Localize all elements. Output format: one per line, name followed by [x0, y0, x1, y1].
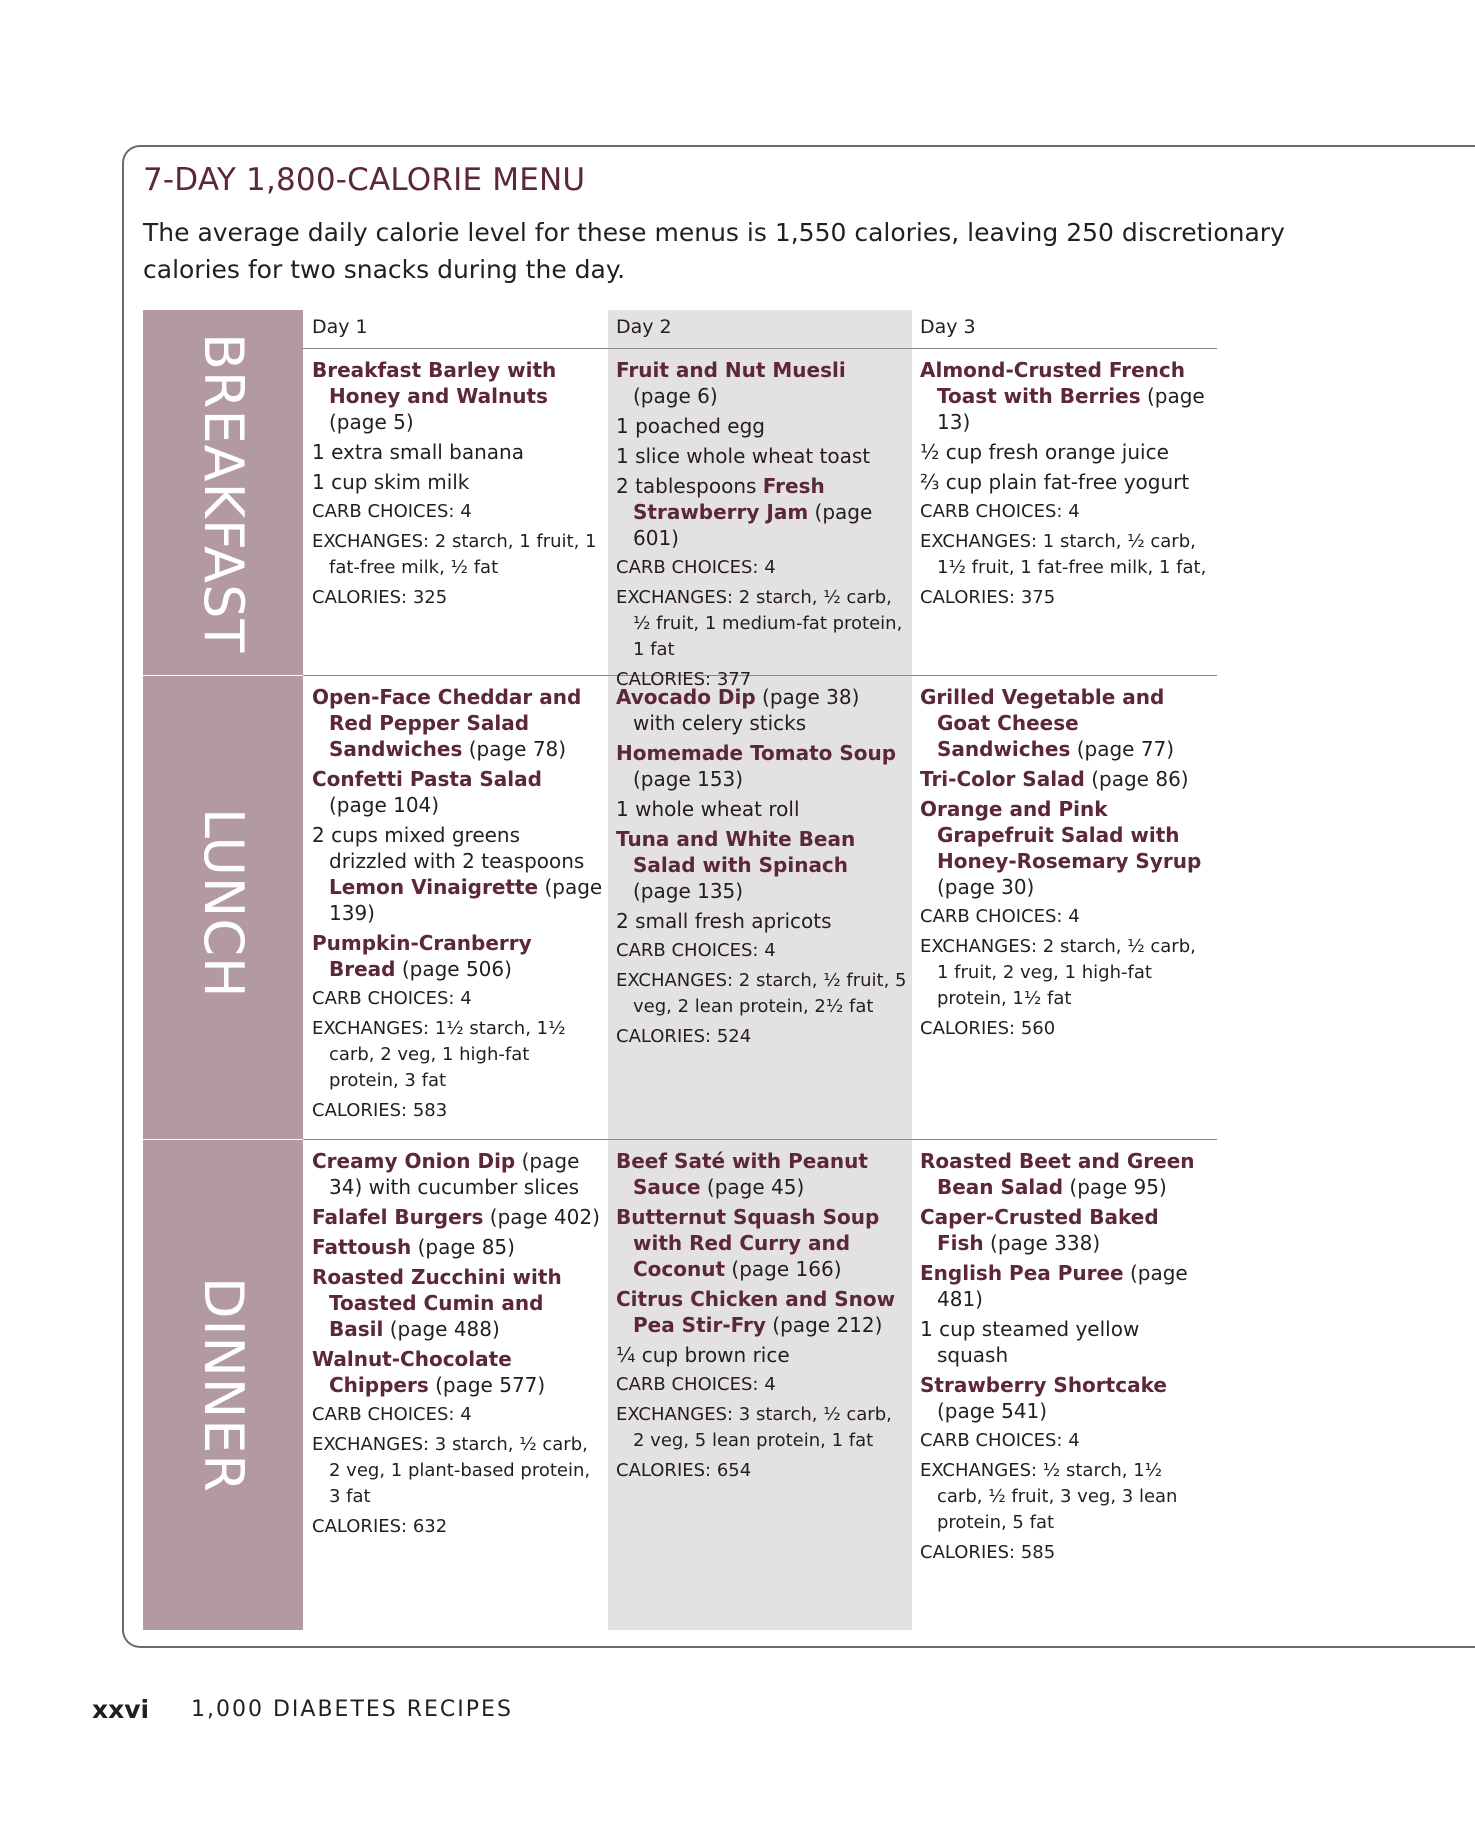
carb-line: CARB CHOICES: 4 [312, 988, 472, 1009]
menu-item-text: 1 cup skim milk [312, 470, 470, 494]
menu-title: 7-DAY 1,800-CALORIE MENU [143, 162, 586, 198]
page-reference: (page 488) [383, 1317, 500, 1341]
menu-item-prefix: 2 cups mixed greens drizzled with 2 teaspoons [312, 823, 585, 873]
recipe-name: Fattoush [312, 1235, 412, 1259]
exchanges-line: EXCHANGES: 2 starch, ½ carb, 1 fruit, 2 veg, 1 high-fat protein, 1½ fat [920, 936, 1196, 1009]
exchanges-line: EXCHANGES: 3 starch, ½ carb, 2 veg, 1 plant-based protein, 3 fat [312, 1434, 591, 1507]
menu-item [920, 439, 1212, 465]
day-header-3: Day 3 [920, 316, 976, 338]
page-reference: (page 481) [937, 1261, 1188, 1311]
page-reference: (page 402) [483, 1205, 600, 1229]
menu-item [616, 357, 908, 409]
menu-item [312, 1148, 604, 1200]
day-header-1: Day 1 [312, 316, 368, 338]
menu-item [920, 469, 1212, 495]
page-reference: (page 86) [1084, 767, 1189, 791]
carb-line: CARB CHOICES: 4 [616, 940, 776, 961]
menu-cell-lunch-day3 [920, 684, 1212, 1046]
page-reference: (page 13) [937, 384, 1205, 434]
menu-item [616, 740, 908, 792]
menu-item-text: ½ cup fresh orange juice [920, 440, 1169, 464]
header-divider [303, 348, 1217, 349]
exchanges-line: EXCHANGES: 2 starch, ½ carb, ½ fruit, 1 medium-fat protein, 1 fat [616, 587, 903, 660]
menu-item [312, 1234, 604, 1260]
menu-item [616, 1204, 908, 1282]
page-reference: (page 104) [329, 793, 440, 817]
carb-line: CARB CHOICES: 4 [616, 557, 776, 578]
menu-item-text: ⅔ cup plain fat-free yogurt [920, 470, 1190, 494]
recipe-name: Homemade Tomato Soup [616, 741, 897, 765]
page-reference: (page 5) [329, 410, 414, 434]
menu-cell-dinner-day2 [616, 1148, 908, 1488]
recipe-name: Falafel Burgers [312, 1205, 484, 1229]
recipe-name: Orange and Pink Grapefruit Salad with Honey-Rosemary Syrup [920, 797, 1202, 873]
exchanges-line: EXCHANGES: ½ starch, 1½ carb, ½ fruit, 3 veg, 3 lean protein, 5 fat [920, 1460, 1178, 1533]
page-reference: (page 541) [937, 1399, 1048, 1423]
menu-item [616, 413, 908, 439]
page-reference: (page 166) [725, 1257, 842, 1281]
recipe-name: Grilled Vegetable and Goat Cheese Sandwiches [920, 685, 1165, 761]
menu-intro: The average daily calorie level for these menus is 1,550 calories, leaving 250 discretionary calories for two snacks during the day. [143, 218, 1285, 284]
page-reference: (page 506) [395, 957, 512, 981]
meal-label-lunch: LUNCH [192, 808, 255, 999]
page-reference: (page 30) [937, 875, 1035, 899]
page-reference: (page 78) [462, 737, 567, 761]
page-reference: (page 34) with cucumber slices [329, 1149, 580, 1199]
page-reference: (page 77) [1070, 737, 1175, 761]
page-reference: (page 577) [428, 1373, 546, 1397]
exchanges-line: EXCHANGES: 1 starch, ½ carb, 1½ fruit, 1 fat-free milk, 1 fat, [920, 531, 1207, 578]
menu-item-text: 1 slice whole wheat toast [616, 444, 871, 468]
page-reference: (page 85) [411, 1235, 515, 1259]
menu-item [312, 766, 604, 818]
exchanges-line: EXCHANGES: 2 starch, ½ fruit, 5 veg, 2 lean protein, 2½ fat [616, 970, 907, 1017]
calories-line: CALORIES: 583 [312, 1100, 448, 1121]
menu-item [920, 357, 1212, 435]
page-reference: (page 338) [983, 1231, 1101, 1255]
recipe-name: Creamy Onion Dip [312, 1149, 516, 1173]
page-reference: (page 139) [329, 875, 603, 925]
menu-item [920, 1372, 1212, 1424]
calories-line: CALORIES: 585 [920, 1542, 1056, 1563]
menu-cell-lunch-day1 [312, 684, 604, 1128]
menu-cell-breakfast-day2 [616, 357, 908, 697]
page-reference: (page 38) with celery sticks [633, 685, 860, 735]
menu-item [312, 469, 604, 495]
recipe-name: Caper-Crusted Baked Fish [920, 1205, 1159, 1255]
menu-item-prefix: 2 tablespoons [616, 474, 763, 498]
calories-line: CALORIES: 377 [616, 669, 752, 690]
recipe-name: Pumpkin-Cranberry Bread [312, 931, 532, 981]
recipe-name: Fruit and Nut Muesli [616, 358, 846, 382]
menu-item [312, 684, 604, 762]
menu-item [920, 1316, 1212, 1368]
carb-line: CARB CHOICES: 4 [920, 1430, 1080, 1451]
recipe-name: Fresh Strawberry Jam [633, 474, 825, 524]
menu-cell-lunch-day2 [616, 684, 908, 1054]
book-title: 1,000 DIABETES RECIPES [191, 1697, 513, 1722]
recipe-name: Citrus Chicken and Snow Pea Stir-Fry [616, 1287, 896, 1337]
recipe-name: English Pea Puree [920, 1261, 1124, 1285]
recipe-name: Confetti Pasta Salad [312, 767, 542, 791]
meal-label-breakfast: BREAKFAST [192, 333, 255, 654]
page-number: xxvi [92, 1695, 150, 1724]
menu-item [920, 766, 1212, 792]
recipe-name: Tuna and White Bean Salad with Spinach [616, 827, 856, 877]
menu-item [920, 1204, 1212, 1256]
menu-item [312, 1264, 604, 1342]
menu-item [312, 930, 604, 982]
menu-cell-breakfast-day1 [312, 357, 604, 615]
carb-line: CARB CHOICES: 4 [616, 1374, 776, 1395]
recipe-name: Beef Saté with Peanut Sauce [616, 1149, 868, 1199]
menu-item [920, 684, 1212, 762]
calories-line: CALORIES: 560 [920, 1018, 1056, 1039]
menu-item [312, 822, 604, 926]
calories-line: CALORIES: 654 [616, 1460, 752, 1481]
exchanges-line: EXCHANGES: 1½ starch, 1½ carb, 2 veg, 1 high-fat protein, 3 fat [312, 1018, 566, 1091]
calories-line: CALORIES: 325 [312, 587, 448, 608]
page-reference: (page 212) [765, 1313, 883, 1337]
menu-item [616, 1342, 908, 1368]
recipe-name: Lemon Vinaigrette [329, 875, 539, 899]
meal-label-dinner: DINNER [192, 1277, 255, 1493]
recipe-name: Butternut Squash Soup with Red Curry and Coconut [616, 1205, 880, 1281]
menu-item [920, 796, 1212, 900]
page-reference: (page 95) [1063, 1175, 1167, 1199]
recipe-name: Tri-Color Salad [920, 767, 1085, 791]
page-reference: (page 45) [700, 1175, 805, 1199]
menu-item [312, 1346, 604, 1398]
menu-item-text: 1 cup steamed yellow squash [920, 1317, 1140, 1367]
calories-line: CALORIES: 632 [312, 1516, 448, 1537]
menu-item [920, 1260, 1212, 1312]
recipe-name: Roasted Zucchini with Toasted Cumin and Basil [312, 1265, 562, 1341]
menu-item [616, 443, 908, 469]
menu-item-text: 1 extra small banana [312, 440, 524, 464]
carb-line: CARB CHOICES: 4 [312, 501, 472, 522]
exchanges-line: EXCHANGES: 3 starch, ½ carb, 2 veg, 5 lean protein, 1 fat [616, 1404, 892, 1451]
page-reference: (page 6) [633, 384, 718, 408]
carb-line: CARB CHOICES: 4 [920, 501, 1080, 522]
recipe-name: Walnut-Chocolate Chippers [312, 1347, 512, 1397]
recipe-name: Open-Face Cheddar and Red Pepper Salad Sandwiches [312, 685, 582, 761]
day-header-2: Day 2 [616, 316, 672, 338]
menu-item [616, 473, 908, 551]
page-reference: (page 135) [633, 879, 744, 903]
recipe-name: Avocado Dip [616, 685, 756, 709]
recipe-name: Breakfast Barley with Honey and Walnuts [312, 358, 557, 408]
recipe-name: Roasted Beet and Green Bean Salad [920, 1149, 1195, 1199]
menu-item-text: 2 small fresh apricots [616, 909, 832, 933]
menu-item [616, 1148, 908, 1200]
menu-item [616, 1286, 908, 1338]
carb-line: CARB CHOICES: 4 [312, 1404, 472, 1425]
menu-item [616, 684, 908, 736]
calories-line: CALORIES: 375 [920, 587, 1056, 608]
menu-item [312, 439, 604, 465]
recipe-name: Strawberry Shortcake [920, 1373, 1167, 1397]
menu-item-text: ¼ cup brown rice [616, 1343, 790, 1367]
lunch-dinner-divider [303, 1139, 1217, 1140]
menu-item-text: 1 whole wheat roll [616, 797, 800, 821]
menu-cell-dinner-day3 [920, 1148, 1212, 1570]
recipe-name: Almond-Crusted French Toast with Berries [920, 358, 1185, 408]
menu-item [920, 1148, 1212, 1200]
menu-item [616, 796, 908, 822]
menu-item [312, 357, 604, 435]
exchanges-line: EXCHANGES: 2 starch, 1 fruit, 1 fat-free milk, ½ fat [312, 531, 597, 578]
menu-cell-dinner-day1 [312, 1148, 604, 1544]
page-reference: (page 601) [633, 500, 873, 550]
menu-cell-breakfast-day3 [920, 357, 1212, 615]
carb-line: CARB CHOICES: 4 [920, 906, 1080, 927]
page-reference: (page 153) [633, 767, 744, 791]
menu-item [616, 826, 908, 904]
menu-item [312, 1204, 604, 1230]
menu-item-text: 1 poached egg [616, 414, 765, 438]
calories-line: CALORIES: 524 [616, 1026, 752, 1047]
menu-item [616, 908, 908, 934]
